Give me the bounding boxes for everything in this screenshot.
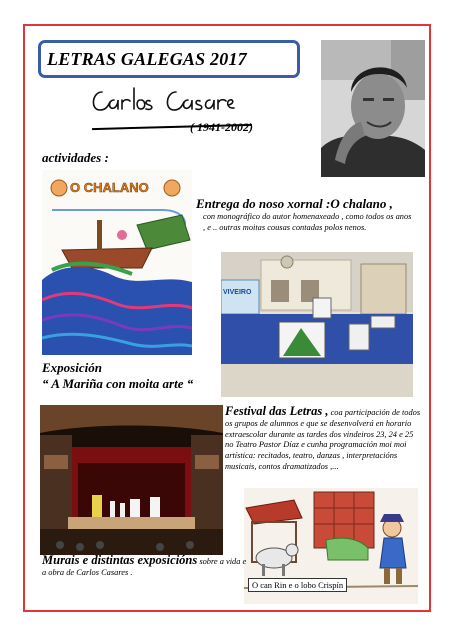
author-portrait-photo — [321, 40, 425, 177]
festival-heading: Festival das Letras , — [225, 404, 329, 418]
theatre-photo — [40, 405, 223, 555]
chalano-drawing — [42, 170, 192, 355]
actividades-heading: actividades : — [42, 150, 109, 165]
display-board-word: VIVEIRO — [223, 289, 252, 296]
festival-text: coa participación de todos os grupos de alumnos e que se desenvolverá en horario extraescolar durante as tardes dos vindeiros 23, 24 e 25 no Teatro Pastor Díaz e cunha programación moi moi artística: recitados, teatro, danzas , interpretacións musicais, contos dramatizados ,... — [225, 408, 421, 471]
murais-text: sobre a vida e a obra de Carlos Casares . — [42, 557, 247, 577]
author-signature — [88, 82, 238, 122]
exhibition-photo — [221, 252, 413, 397]
festival-paragraph — [225, 406, 421, 473]
author-years: ( 1941-2002) — [190, 120, 253, 134]
murais-heading: Murais e distintas exposicións — [42, 553, 198, 567]
title-box — [38, 40, 300, 78]
exposicion-subtitle: “ A Mariña con moita arte “ — [42, 376, 194, 391]
drawing-title: O CHALANO — [70, 180, 149, 195]
entrega-text: con monográfico do autor homenaxeado , como todos os anos , e .. outras moitas cousas contadas polos nenos. — [203, 212, 412, 232]
drawing-caption: O can Rin e o lobo Crispín — [248, 578, 347, 592]
page-title: LETRAS GALEGAS 2017 — [47, 48, 247, 69]
entrega-heading: Entrega do noso xornal :O chalano , — [196, 196, 393, 211]
exposicion-heading: Exposición — [42, 360, 102, 375]
murais-paragraph — [42, 555, 252, 578]
